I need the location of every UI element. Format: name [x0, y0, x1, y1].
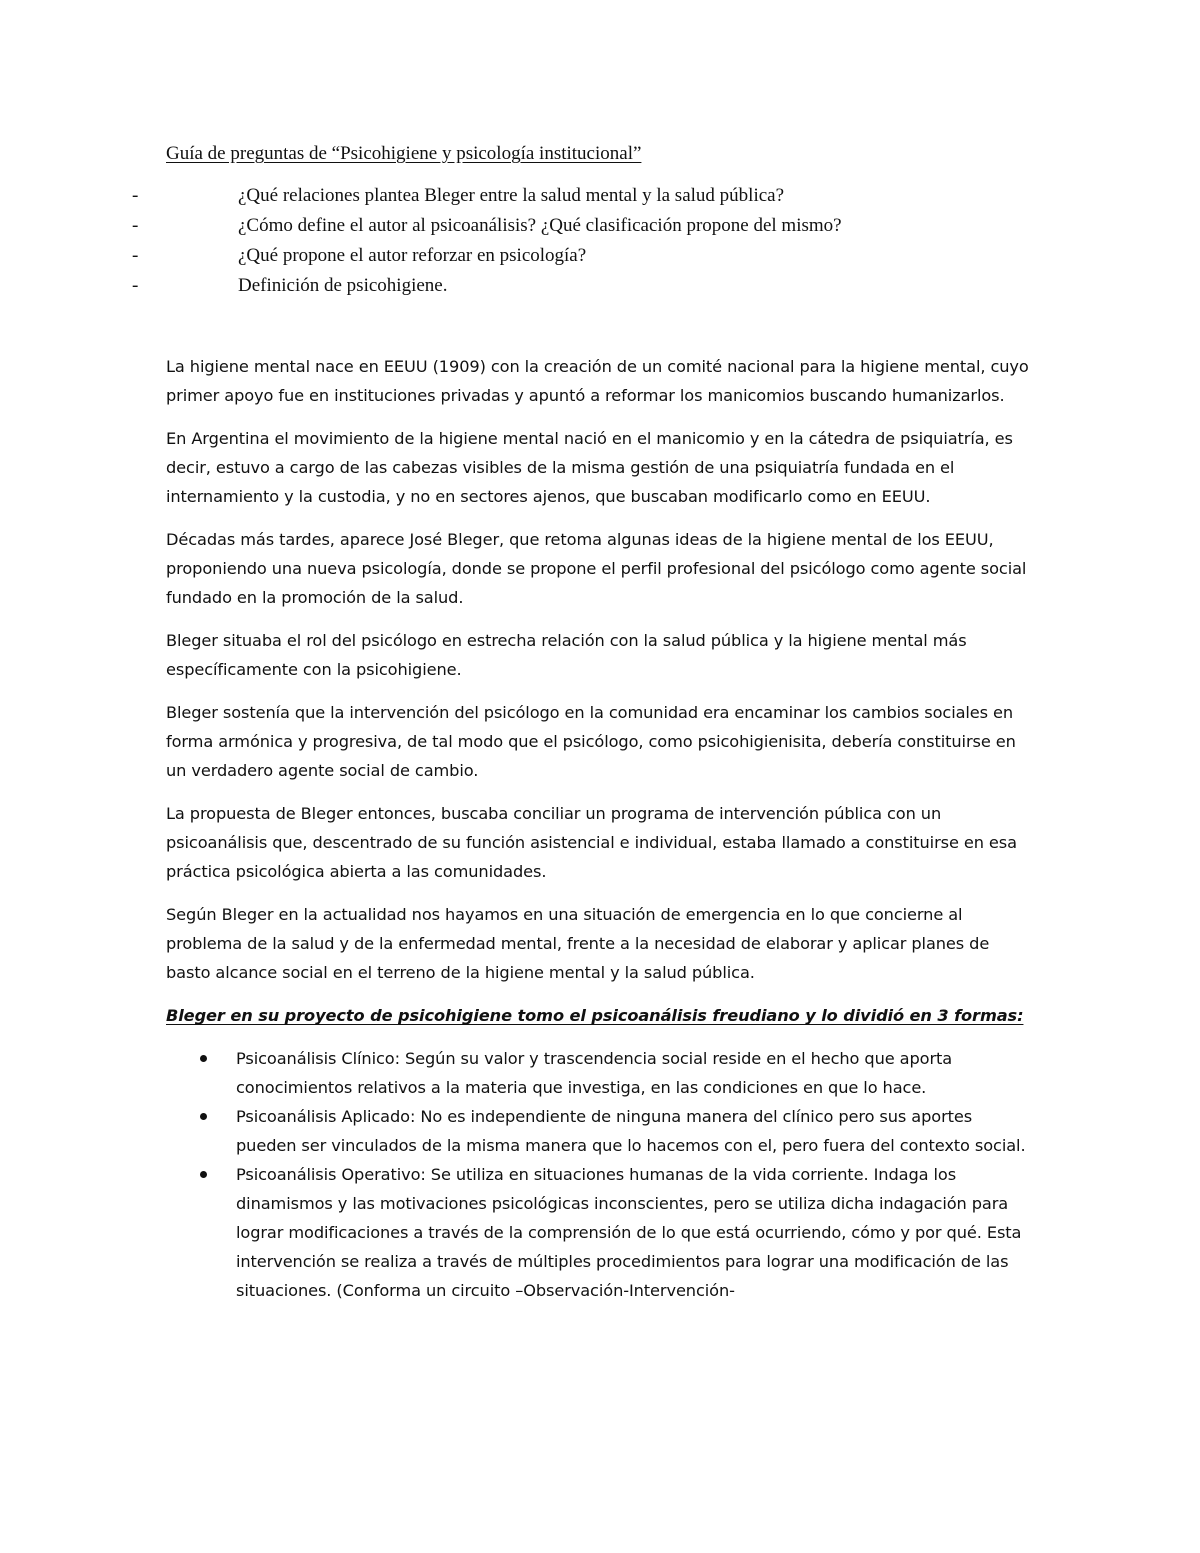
section-heading: Bleger en su proyecto de psicohigiene tomo el psicoanálisis freudiano y lo dividió en 3 formas:	[166, 1006, 1024, 1025]
question-text: ¿Qué relaciones plantea Bleger entre la salud mental y la salud pública?	[238, 185, 785, 206]
form-item	[166, 1102, 1032, 1160]
document-title: Guía de preguntas de “Psicohigiene y psicología institucional”	[166, 143, 642, 164]
forms-list	[166, 1044, 1032, 1305]
paragraph: Bleger sostenía que la intervención del psicólogo en la comunidad era encaminar los cambios sociales en forma armónica y progresiva, de tal modo que el psicólogo, como psicohigienisita, debería constituirse en un verdadero agente social de cambio.	[166, 703, 1016, 780]
question-item	[132, 181, 1032, 211]
dash-bullet: -	[132, 275, 139, 296]
question-text: Definición de psicohigiene.	[238, 275, 448, 296]
body-text	[166, 352, 1032, 1305]
bullet-icon	[200, 1171, 207, 1178]
dash-bullet: -	[132, 215, 139, 236]
document-content	[132, 139, 1032, 1305]
question-item	[132, 211, 1032, 241]
form-item	[166, 1160, 1032, 1305]
paragraph: Según Bleger en la actualidad nos hayamos en una situación de emergencia en lo que concierne al problema de la salud y de la enfermedad mental, frente a la necesidad de elaborar y aplicar planes de basto alcance social en el terreno de la higiene mental y la salud pública.	[166, 905, 990, 982]
question-item	[132, 241, 1032, 271]
question-item	[132, 271, 1032, 301]
paragraph: Bleger situaba el rol del psicólogo en estrecha relación con la salud pública y la higiene mental más específicamente con la psicohigiene.	[166, 631, 967, 679]
form-text: Psicoanálisis Operativo: Se utiliza en situaciones humanas de la vida corriente. Indaga los dinamismos y las motivaciones psicológicas inconscientes, pero se utiliza dicha indagación para lograr modificaciones a través de la comprensión de lo que está ocurriendo, cómo y por qué. Esta intervención se realiza a través de múltiples procedimientos para lograr una modificación de las situaciones. (Conforma un circuito –Observación-Intervención-	[236, 1165, 1022, 1300]
form-text: Psicoanálisis Aplicado: No es independiente de ninguna manera del clínico pero sus aportes pueden ser vinculados de la misma manera que lo hacemos con el, pero fuera del contexto social.	[236, 1107, 1026, 1155]
form-text: Psicoanálisis Clínico: Según su valor y trascendencia social reside en el hecho que aporta conocimientos relativos a la materia que investiga, en las condiciones en que lo hace.	[236, 1049, 953, 1097]
question-text: ¿Qué propone el autor reforzar en psicología?	[238, 245, 587, 266]
form-item	[166, 1044, 1032, 1102]
question-list	[132, 181, 1032, 301]
paragraph: En Argentina el movimiento de la higiene mental nació en el manicomio y en la cátedra de psiquiatría, es decir, estuvo a cargo de las cabezas visibles de la misma gestión de una psiquiatría fundada en el internamiento y la custodia, y no en sectores ajenos, que buscaban modificarlo como en EEUU.	[166, 429, 1013, 506]
dash-bullet: -	[132, 245, 139, 266]
question-text: ¿Cómo define el autor al psicoanálisis? ¿Qué clasificación propone del mismo?	[238, 215, 842, 236]
dash-bullet: -	[132, 185, 139, 206]
paragraph: La propuesta de Bleger entonces, buscaba conciliar un programa de intervención pública con un psicoanálisis que, descentrado de su función asistencial e individual, estaba llamado a constituirse en esa práctica psicológica abierta a las comunidades.	[166, 804, 1017, 881]
paragraph: La higiene mental nace en EEUU (1909) con la creación de un comité nacional para la higiene mental, cuyo primer apoyo fue en instituciones privadas y apuntó a reformar los manicomios buscando humanizarlos.	[166, 357, 1029, 405]
paragraph: Décadas más tardes, aparece José Bleger, que retoma algunas ideas de la higiene mental de los EEUU, proponiendo una nueva psicología, donde se propone el perfil profesional del psicólogo como agente social fundado en la promoción de la salud.	[166, 530, 1027, 607]
bullet-icon	[200, 1113, 207, 1120]
bullet-icon	[200, 1055, 207, 1062]
